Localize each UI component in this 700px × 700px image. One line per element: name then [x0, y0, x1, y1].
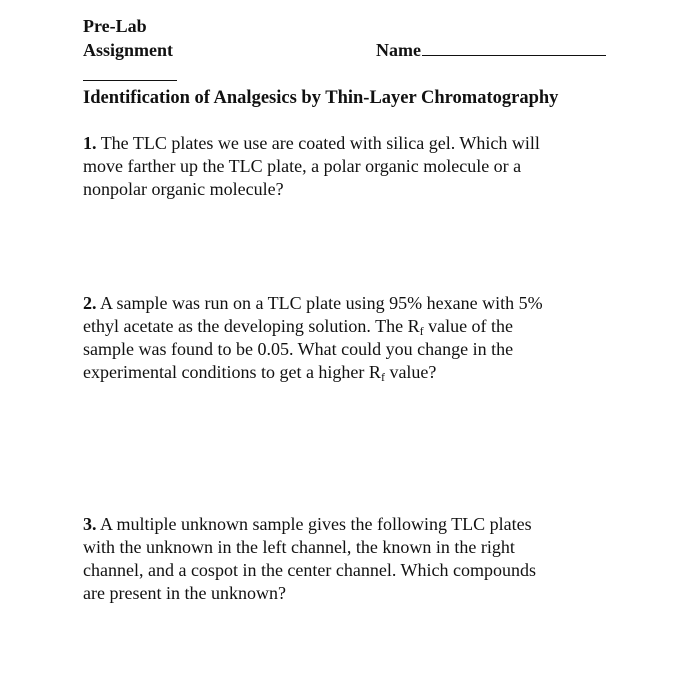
question-2: [83, 292, 623, 384]
name-label: Name: [376, 40, 421, 60]
question-3-line-1: 3. A multiple unknown sample gives the following TLC plates: [83, 514, 532, 534]
question-2-line-1: 2. A sample was run on a TLC plate using 95% hexane with 5%: [83, 293, 543, 313]
question-2-line-2: ethyl acetate as the developing solution. The $R_f$ value of the: [83, 316, 514, 338]
name-blank-line[interactable]: [422, 54, 606, 56]
rf-subscript: f: [380, 370, 385, 384]
question-2-line-4: experimental conditions to get a higher $R_f$ value?: [83, 362, 437, 384]
header-divider: [83, 80, 177, 81]
question-3-number: 3.: [83, 514, 97, 534]
rf-subscript: f: [419, 324, 424, 338]
question-1-line-1: 1. The TLC plates we use are coated with silica gel. Which will: [83, 133, 540, 153]
header-prelab: Pre-Lab: [83, 16, 147, 36]
question-3-line-2: with the unknown in the left channel, the known in the right: [83, 537, 515, 557]
question-3: [83, 513, 623, 605]
page-title: Identification of Analgesics by Thin-Layer Chromatography: [83, 88, 559, 108]
name-field[interactable]: [376, 38, 606, 62]
question-3-line-4: are present in the unknown?: [83, 583, 286, 603]
question-1-number: 1.: [83, 133, 97, 153]
question-2-number: 2.: [83, 293, 97, 313]
question-3-line-3: channel, and a cospot in the center channel. Which compounds: [83, 560, 537, 580]
question-1: [83, 132, 623, 201]
question-2-line-3: sample was found to be 0.05. What could you change in the: [83, 339, 514, 359]
question-1-line-2: move farther up the TLC plate, a polar organic molecule or a: [83, 156, 522, 176]
question-1-line-3: nonpolar organic molecule?: [83, 179, 284, 199]
header-assignment: Assignment: [83, 40, 174, 60]
header-left: [83, 14, 173, 62]
